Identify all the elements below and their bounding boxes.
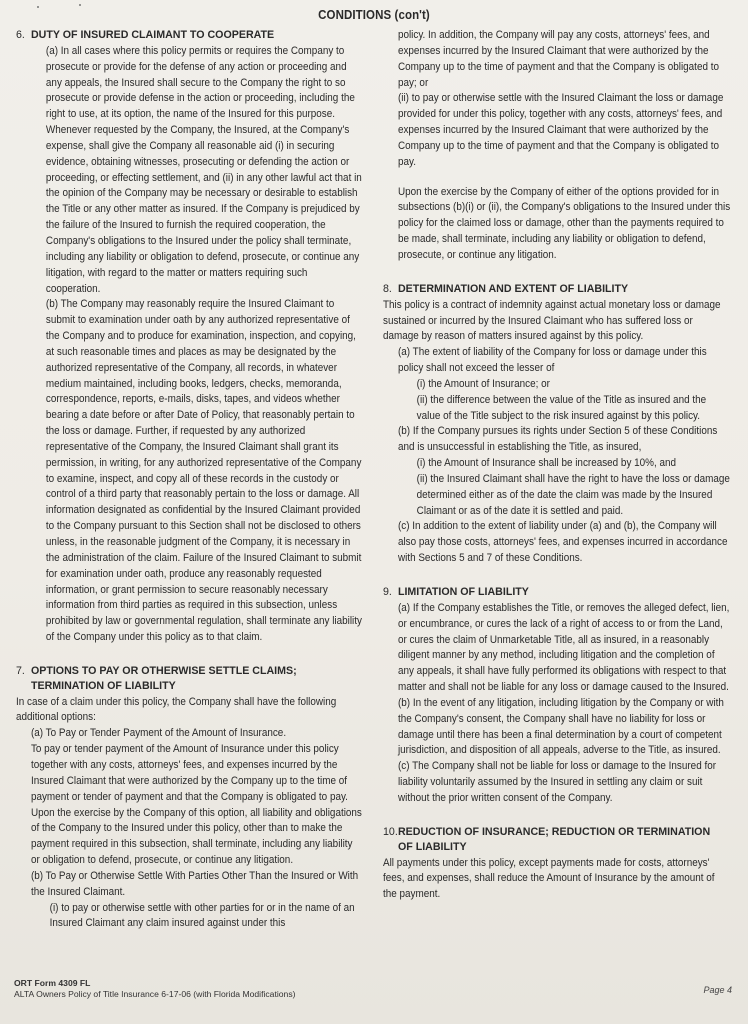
page-number: Page 4 bbox=[703, 985, 732, 995]
section-title: REDUCTION OF INSURANCE; REDUCTION OR TERMINATION bbox=[397, 825, 711, 838]
section-7-continued-p2: (ii) to pay or otherwise settle with the Insured Claimant the loss or damage provided for under this policy, together with any costs, attorneys' fees, and expenses incurred by the Insured Claimant that were authorized by the Company up to the time of payment and that the Company is obligated to pay. bbox=[397, 92, 724, 168]
policy-name: ALTA Owners Policy of Title Insurance 6-17-06 (with Florida Modifications) bbox=[14, 989, 296, 999]
section-9-c: (c) The Company shall not be liable for loss or damage to the Insured for liability voluntarily assumed by the Insured in settling any claim or suit without the prior written consent of the Company. bbox=[397, 760, 717, 804]
section-7-heading-line2: TERMINATION OF LIABILITY bbox=[30, 679, 176, 692]
section-9-heading bbox=[383, 585, 731, 601]
form-number: ORT Form 4309 FL bbox=[14, 978, 91, 988]
section-6-a: (a) In all cases where this policy permits or requires the Company to prosecute or provide for the defense of any action or proceeding and any appeals, the Insured shall secure to the Company the right to so prosecute or provide defense in the action or proceeding, including the right to use, at its option, the name of the Insured for this purpose. Whenever requested by the Company, the Insured, at the Company's expense, shall give the Company all reasonable aid (i) in securing evidence, obtaining witnesses, prosecuting or defending the action or proceeding, or effecting settlement, and (ii) in any other lawful act that in the opinion of the Company may be necessary or desirable to establish the Title or any other matter as insured. If the Company is prejudiced by the failure of the Insured to furnish the required cooperation, the Company's obligations to the Insured under the policy shall terminate, including any liability or obligation to defend, prosecute, or continue any litigation, with regard to the matter or matters requiring such cooperation. bbox=[45, 44, 362, 295]
section-10-body: All payments under this policy, except payments made for costs, attorneys' fees, and expenses, shall reduce the Amount of Insurance by the amount of the payment. bbox=[383, 856, 715, 901]
page-title: CONDITIONS (con't) bbox=[318, 8, 430, 22]
section-number: 10. bbox=[383, 825, 398, 838]
section-title: DUTY OF INSURED CLAIMANT TO COOPERATE bbox=[30, 29, 275, 41]
section-7-intro: In case of a claim under this policy, the Company shall have the following additional options: bbox=[16, 695, 337, 724]
footer bbox=[14, 978, 295, 1000]
section-8-a-i: (i) the Amount of Insurance; or bbox=[416, 377, 550, 390]
section-title: DETERMINATION AND EXTENT OF LIABILITY bbox=[397, 282, 629, 295]
section-8-heading bbox=[383, 282, 731, 298]
section-6-heading bbox=[16, 28, 364, 44]
section-9-b: (b) In the event of any litigation, including litigation by the Company or with the Company's consent, the Company shall have no liability for loss or damage until there has been a final determination by a court of competent jurisdiction, and disposition of all appeals, adverse to the Title, as insured. bbox=[397, 696, 724, 757]
section-7-continued-p1: policy. In addition, the Company will pay any costs, attorneys' fees, and expenses incurred by the Insured Claimant that were authorized by the Company up to the time of payment and that the Company is obligated to pay; or bbox=[397, 29, 719, 89]
section-8-b-ii: (ii) the Insured Claimant shall have the right to have the loss or damage determined either as of the date the claim was made by the Insured Claimant or as of the date it is settled and paid. bbox=[416, 472, 730, 517]
section-7-heading bbox=[16, 664, 364, 680]
section-number: 8. bbox=[383, 282, 392, 295]
section-8-b: (b) If the Company pursues its rights under Section 5 of these Conditions and is unsuccessful in establishing the Title, as insured, bbox=[397, 425, 718, 454]
section-8-intro: This policy is a contract of indemnity against actual monetary loss or damage sustained or incurred by the Insured Claimant who has suffered loss or damage by reason of matters insured against by this policy. bbox=[383, 298, 721, 343]
section-10-heading-line2: OF LIABILITY bbox=[397, 840, 467, 853]
section-8-c: (c) In addition to the extent of liability under (a) and (b), the Company will also pay those costs, attorneys' fees, and expenses incurred in accordance with Sections 5 and 7 of these Conditions. bbox=[397, 520, 728, 565]
section-7-a-body: To pay or tender payment of the Amount of Insurance under this policy together with any costs, attorneys' fees, and expenses incurred by the Insured Claimant that were authorized by the Company up to the time of payment or tender of payment and that the Company is obligated to pay. bbox=[30, 743, 348, 803]
section-7-continued-p3: Upon the exercise by the Company of either of the options provided for in subsections (b)(i) or (ii), the Company's obligations to the Insured under this policy for the claimed loss or damage, other than the payments required to be made, shall terminate, including any liability or obligation to defend, prosecute, or continue any litigation. bbox=[397, 185, 731, 261]
section-number: 7. bbox=[16, 664, 25, 677]
section-title: LIMITATION OF LIABILITY bbox=[397, 586, 529, 598]
section-number: 9. bbox=[383, 586, 392, 598]
section-9-a: (a) If the Company establishes the Title, or removes the alleged defect, lien, or encumbrance, or cures the lack of a right of access to or from the Land, or cures the claim of Unmarketable Title, all as insured, in a reasonably diligent manner by any method, including litigation and the completion of any appeals, it shall have fully performed its obligations with respect to that matter and shall not be liable for any loss or damage caused to the Insured. bbox=[397, 601, 730, 694]
section-7-a-body-2: Upon the exercise by the Company of this option, all liability and obligations of the Company to the Insured under this policy, other than to make the payment required in this subsection, shall terminate, including any liability or obligation to defend, prosecute, or continue any litigation. bbox=[30, 806, 362, 867]
section-7-b-i: (i) to pay or otherwise settle with other parties for or in the name of an Insured Claimant any claim insured against under this bbox=[49, 901, 355, 930]
section-title: OPTIONS TO PAY OR OTHERWISE SETTLE CLAIMS; bbox=[30, 664, 297, 677]
section-8-b-i: (i) the Amount of Insurance shall be increased by 10%, and bbox=[416, 457, 677, 470]
section-8-a: (a) The extent of liability of the Company for loss or damage under this policy shall not exceed the lesser of bbox=[397, 346, 707, 375]
section-number: 6. bbox=[16, 29, 25, 41]
left-column bbox=[16, 28, 364, 932]
section-7-b-title: (b) To Pay or Otherwise Settle With Parties Other Than the Insured or With the Insured Claimant. bbox=[30, 869, 359, 898]
paper-speck bbox=[79, 4, 81, 6]
section-10-heading bbox=[383, 825, 731, 841]
section-8-a-ii: (ii) the difference between the value of the Title as insured and the value of the Title subject to the risk insured against by this policy. bbox=[416, 393, 707, 422]
section-7-a-title: (a) To Pay or Tender Payment of the Amount of Insurance. bbox=[30, 727, 287, 740]
right-column bbox=[383, 28, 731, 903]
section-6-b: (b) The Company may reasonably require the Insured Claimant to submit to examination under oath by any authorized representative of the Company and to produce for examination, inspection, and copying, at such reasonable times and places as may be designated by the authorized representative of the Company, all records, in whatever medium maintained, including books, ledgers, checks, memoranda, correspondence, reports, e-mails, disks, tapes, and videos whether bearing a date before or after Date of Policy, that reasonably pertain to the loss or damage. Further, if requested by any authorized representative of the Company, the Insured Claimant shall grant its permission, in writing, for any authorized representative of the Company to examine, inspect, and copy all of these records in the custody or control of a third party that reasonably pertain to the loss or damage. All information designated as confidential by the Insured Claimant provided to the Company pursuant to this Section shall not be disclosed to others unless, in the reasonable judgment of the Company, it is necessary in the administration of the claim. Failure of the Insured Claimant to submit for examination under oath, produce any reasonably requested information, or grant permission to secure reasonably necessary information from third parties as required in this subsection, unless prohibited by law or governmental regulation, shall terminate any liability of the Company under this policy as to that claim. bbox=[45, 298, 362, 644]
